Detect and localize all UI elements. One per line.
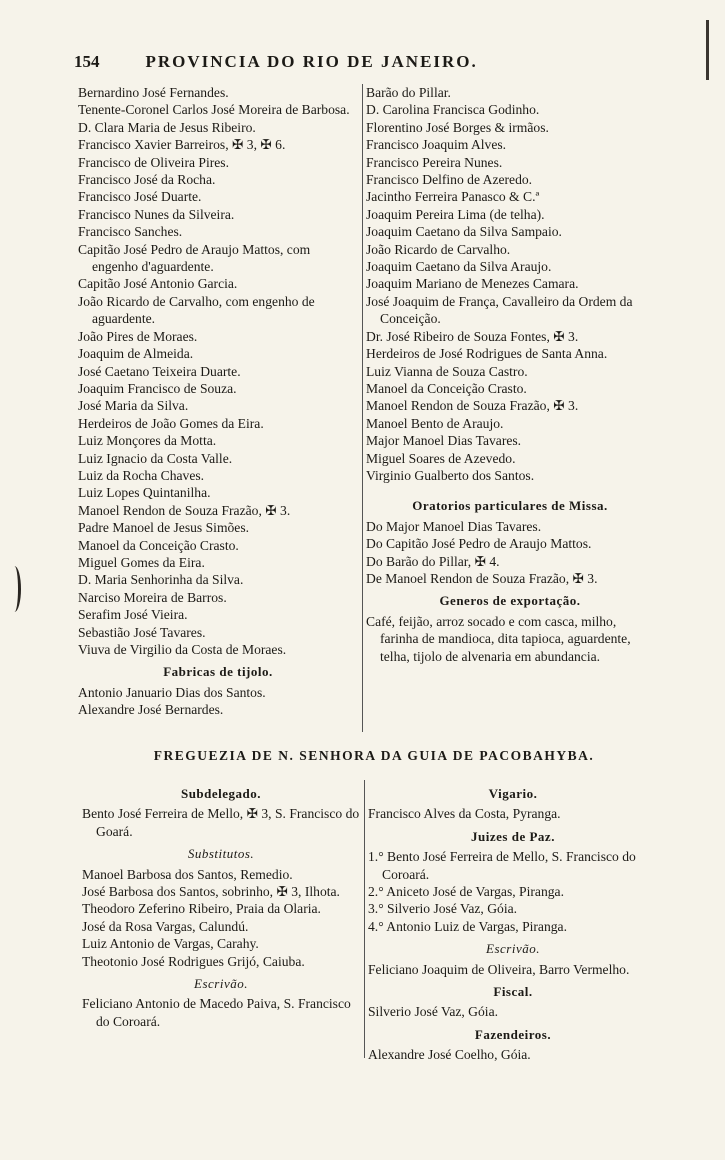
page-edge-mark <box>706 20 709 80</box>
list-entry: D. Carolina Francisca Godinho. <box>366 102 540 118</box>
list-entry: Joaquim de Almeida. <box>78 346 194 362</box>
list-entry: Joaquim Caetano da Silva Araujo. <box>366 259 552 275</box>
vigario-list <box>368 805 658 822</box>
list-entry: Jacintho Ferreira Panasco & C.ª <box>366 189 540 205</box>
list-entry: Alexandre José Bernardes. <box>78 702 224 718</box>
list-entry: Feliciano Joaquim de Oliveira, Barro Vermelho. <box>368 961 630 977</box>
list-entry: Tenente-Coronel Carlos José Moreira de Barbosa. <box>78 102 350 118</box>
list-entry: Manoel Bento de Araujo. <box>366 415 504 431</box>
list-entry: Joaquim Francisco de Souza. <box>78 380 237 396</box>
list-entry: Francisco José da Rocha. <box>78 172 216 188</box>
list-entry: Do Capitão José Pedro de Araujo Mattos. <box>366 536 592 552</box>
fiscal-heading: Fiscal. <box>493 984 533 1000</box>
list-entry: Luiz Lopes Quintanilha. <box>78 485 211 501</box>
left-column-top <box>78 84 358 719</box>
list-entry: Viuva de Virgilio da Costa de Moraes. <box>78 642 287 657</box>
list-entry: Theotonio José Rodrigues Grijó, Caiuba. <box>82 953 305 969</box>
fiscal-list <box>368 1003 658 1020</box>
escrivao-heading-right: Escrivão. <box>486 941 540 957</box>
list-entry: Narciso Moreira de Barros. <box>78 589 227 605</box>
list-entry: João Ricardo de Carvalho. <box>366 241 511 257</box>
list-entry: Silverio José Vaz, Góia. <box>368 1004 499 1020</box>
list-entry: Francisco José Duarte. <box>78 189 202 205</box>
list-entry: Feliciano Antonio de Macedo Paiva, S. Francisco do Coroará. <box>82 996 351 1029</box>
list-entry: Virginio Gualberto dos Santos. <box>366 467 535 483</box>
list-entry: José da Rosa Vargas, Calundú. <box>82 918 249 934</box>
list-entry: Manoel da Conceição Crasto. <box>78 537 239 553</box>
list-entry: Bernardino José Fernandes. <box>78 85 229 100</box>
list-entry: José Maria da Silva. <box>78 398 189 414</box>
list-entry: Manoel Rendon de Souza Frazão, ✠ 3. <box>366 398 579 414</box>
list-entry: José Joaquim de França, Cavalleiro da Ordem da Conceição. <box>366 293 633 327</box>
list-entry: Francisco Nunes da Silveira. <box>78 206 235 222</box>
list-entry: Alexandre José Coelho, Góia. <box>368 1047 531 1063</box>
fabricas-heading: Fabricas de tijolo. <box>163 664 273 680</box>
list-entry: D. Maria Senhorinha da Silva. <box>78 572 244 588</box>
subdelegado-heading: Subdelegado. <box>180 786 262 801</box>
running-title: PROVINCIA DO RIO DE JANEIRO. <box>145 52 478 71</box>
list-entry: Herdeiros de José Rodrigues de Santa Anna. <box>366 346 608 362</box>
list-entry: João Ricardo de Carvalho, com engenho de aguardente. <box>78 293 315 327</box>
page-header <box>74 52 654 72</box>
list-entry: Miguel Gomes da Eira. <box>78 554 205 570</box>
parish-heading: FREGUEZIA DE N. SENHORA DA GUIA DE PACOBAHYBA. <box>153 748 595 763</box>
list-entry: De Manoel Rendon de Souza Frazão, ✠ 3. <box>366 570 598 586</box>
list-entry: Manoel Barbosa dos Santos, Remedio. <box>82 866 293 882</box>
juizes-heading: Juizes de Paz. <box>471 828 555 844</box>
list-entry: Capitão José Pedro de Araujo Mattos, com engenho d'aguardente. <box>78 241 311 275</box>
list-entry: Do Barão do Pillar, ✠ 4. <box>366 553 500 569</box>
fazendeiros-heading: Fazendeiros. <box>474 1026 552 1042</box>
list-entry: Francisco Delfino de Azeredo. <box>366 172 533 188</box>
list-entry: Bento José Ferreira de Mello, ✠ 3, S. Francisco do Goará. <box>82 806 360 839</box>
list-entry: Luiz da Rocha Chaves. <box>78 467 205 483</box>
juizes-list <box>368 848 658 935</box>
list-entry: Francisco Xavier Barreiros, ✠ 3, ✠ 6. <box>78 137 286 153</box>
binding-mark <box>8 566 21 612</box>
list-entry: José Barbosa dos Santos, sobrinho, ✠ 3, Ilhota. <box>82 884 340 900</box>
list-entry: Do Major Manoel Dias Tavares. <box>366 518 542 534</box>
generos-heading: Generos de exportação. <box>439 593 581 609</box>
list-entry: Manoel da Conceição Crasto. <box>366 380 527 396</box>
escrivao-list-right <box>368 961 658 978</box>
list-entry: Joaquim Mariano de Menezes Camara. <box>366 276 579 292</box>
list-entry: 4.° Antonio Luiz de Vargas, Piranga. <box>368 918 567 934</box>
list-entry: João Pires de Moraes. <box>78 328 198 344</box>
subdelegado-list <box>82 805 360 840</box>
list-entry: Padre Manoel de Jesus Simões. <box>78 520 250 536</box>
list-entry: Luiz Antonio de Vargas, Carahy. <box>82 936 259 952</box>
vigario-heading: Vigario. <box>488 786 538 801</box>
list-entry: Francisco Sanches. <box>78 224 183 240</box>
proprietarios-list <box>78 84 358 658</box>
substitutos-list <box>82 866 360 970</box>
list-entry: Joaquim Pereira Lima (de telha). <box>366 206 545 222</box>
list-entry: José Caetano Teixeira Duarte. <box>78 363 241 379</box>
fabricas-list <box>78 684 358 719</box>
list-entry: Luiz Vianna de Souza Castro. <box>366 363 528 379</box>
list-entry: Barão do Pillar. <box>366 85 451 100</box>
right-column-bottom <box>364 780 658 1063</box>
list-entry: Francisco Alves da Costa, Pyranga. <box>368 806 561 822</box>
list-entry: 2.° Aniceto José de Vargas, Piranga. <box>368 884 564 900</box>
list-entry: Sebastião José Tavares. <box>78 624 206 640</box>
right-column-top <box>362 84 654 732</box>
list-entry: Herdeiros de João Gomes da Eira. <box>78 415 264 431</box>
list-entry: Luiz Monçores da Motta. <box>78 433 217 449</box>
proprietarios-list-cont <box>366 84 654 484</box>
list-entry: 1.° Bento José Ferreira de Mello, S. Francisco do Coroará. <box>368 849 636 882</box>
fazendeiros-list <box>368 1046 658 1063</box>
list-entry: Dr. José Ribeiro de Souza Fontes, ✠ 3. <box>366 328 579 344</box>
list-entry: 3.° Silverio José Vaz, Góia. <box>368 901 518 917</box>
list-entry: Francisco Joaquim Alves. <box>366 137 507 153</box>
oratorios-heading: Oratorios particulares de Missa. <box>412 498 608 514</box>
list-entry: Francisco de Oliveira Pires. <box>78 154 229 170</box>
list-entry: Capitão José Antonio Garcia. <box>78 276 238 292</box>
left-column-bottom <box>82 780 360 1030</box>
list-entry: Florentino José Borges & irmãos. <box>366 119 549 135</box>
list-entry: Francisco Pereira Nunes. <box>366 154 503 170</box>
escrivao-heading: Escrivão. <box>194 976 248 992</box>
list-entry: Major Manoel Dias Tavares. <box>366 433 522 449</box>
list-entry: Luiz Ignacio da Costa Valle. <box>78 450 233 466</box>
escrivao-list <box>82 995 360 1030</box>
list-entry: Antonio Januario Dias dos Santos. <box>78 684 266 700</box>
page-number: 154 <box>74 52 100 71</box>
list-entry: Theodoro Zeferino Ribeiro, Praia da Olaria. <box>82 901 321 917</box>
list-entry: Serafim José Vieira. <box>78 607 188 623</box>
list-entry: D. Clara Maria de Jesus Ribeiro. <box>78 119 256 135</box>
list-entry: Miguel Soares de Azevedo. <box>366 450 516 466</box>
list-entry: Manoel Rendon de Souza Frazão, ✠ 3. <box>78 502 291 518</box>
substitutos-heading: Substitutos. <box>187 846 255 862</box>
list-entry: Joaquim Caetano da Silva Sampaio. <box>366 224 562 240</box>
oratorios-list <box>366 518 654 588</box>
generos-text: Café, feijão, arroz socado e com casca, milho, farinha de mandioca, dita tapioca, aguardente, telha, tijolo de alvenaria em abundancia. <box>366 613 631 664</box>
